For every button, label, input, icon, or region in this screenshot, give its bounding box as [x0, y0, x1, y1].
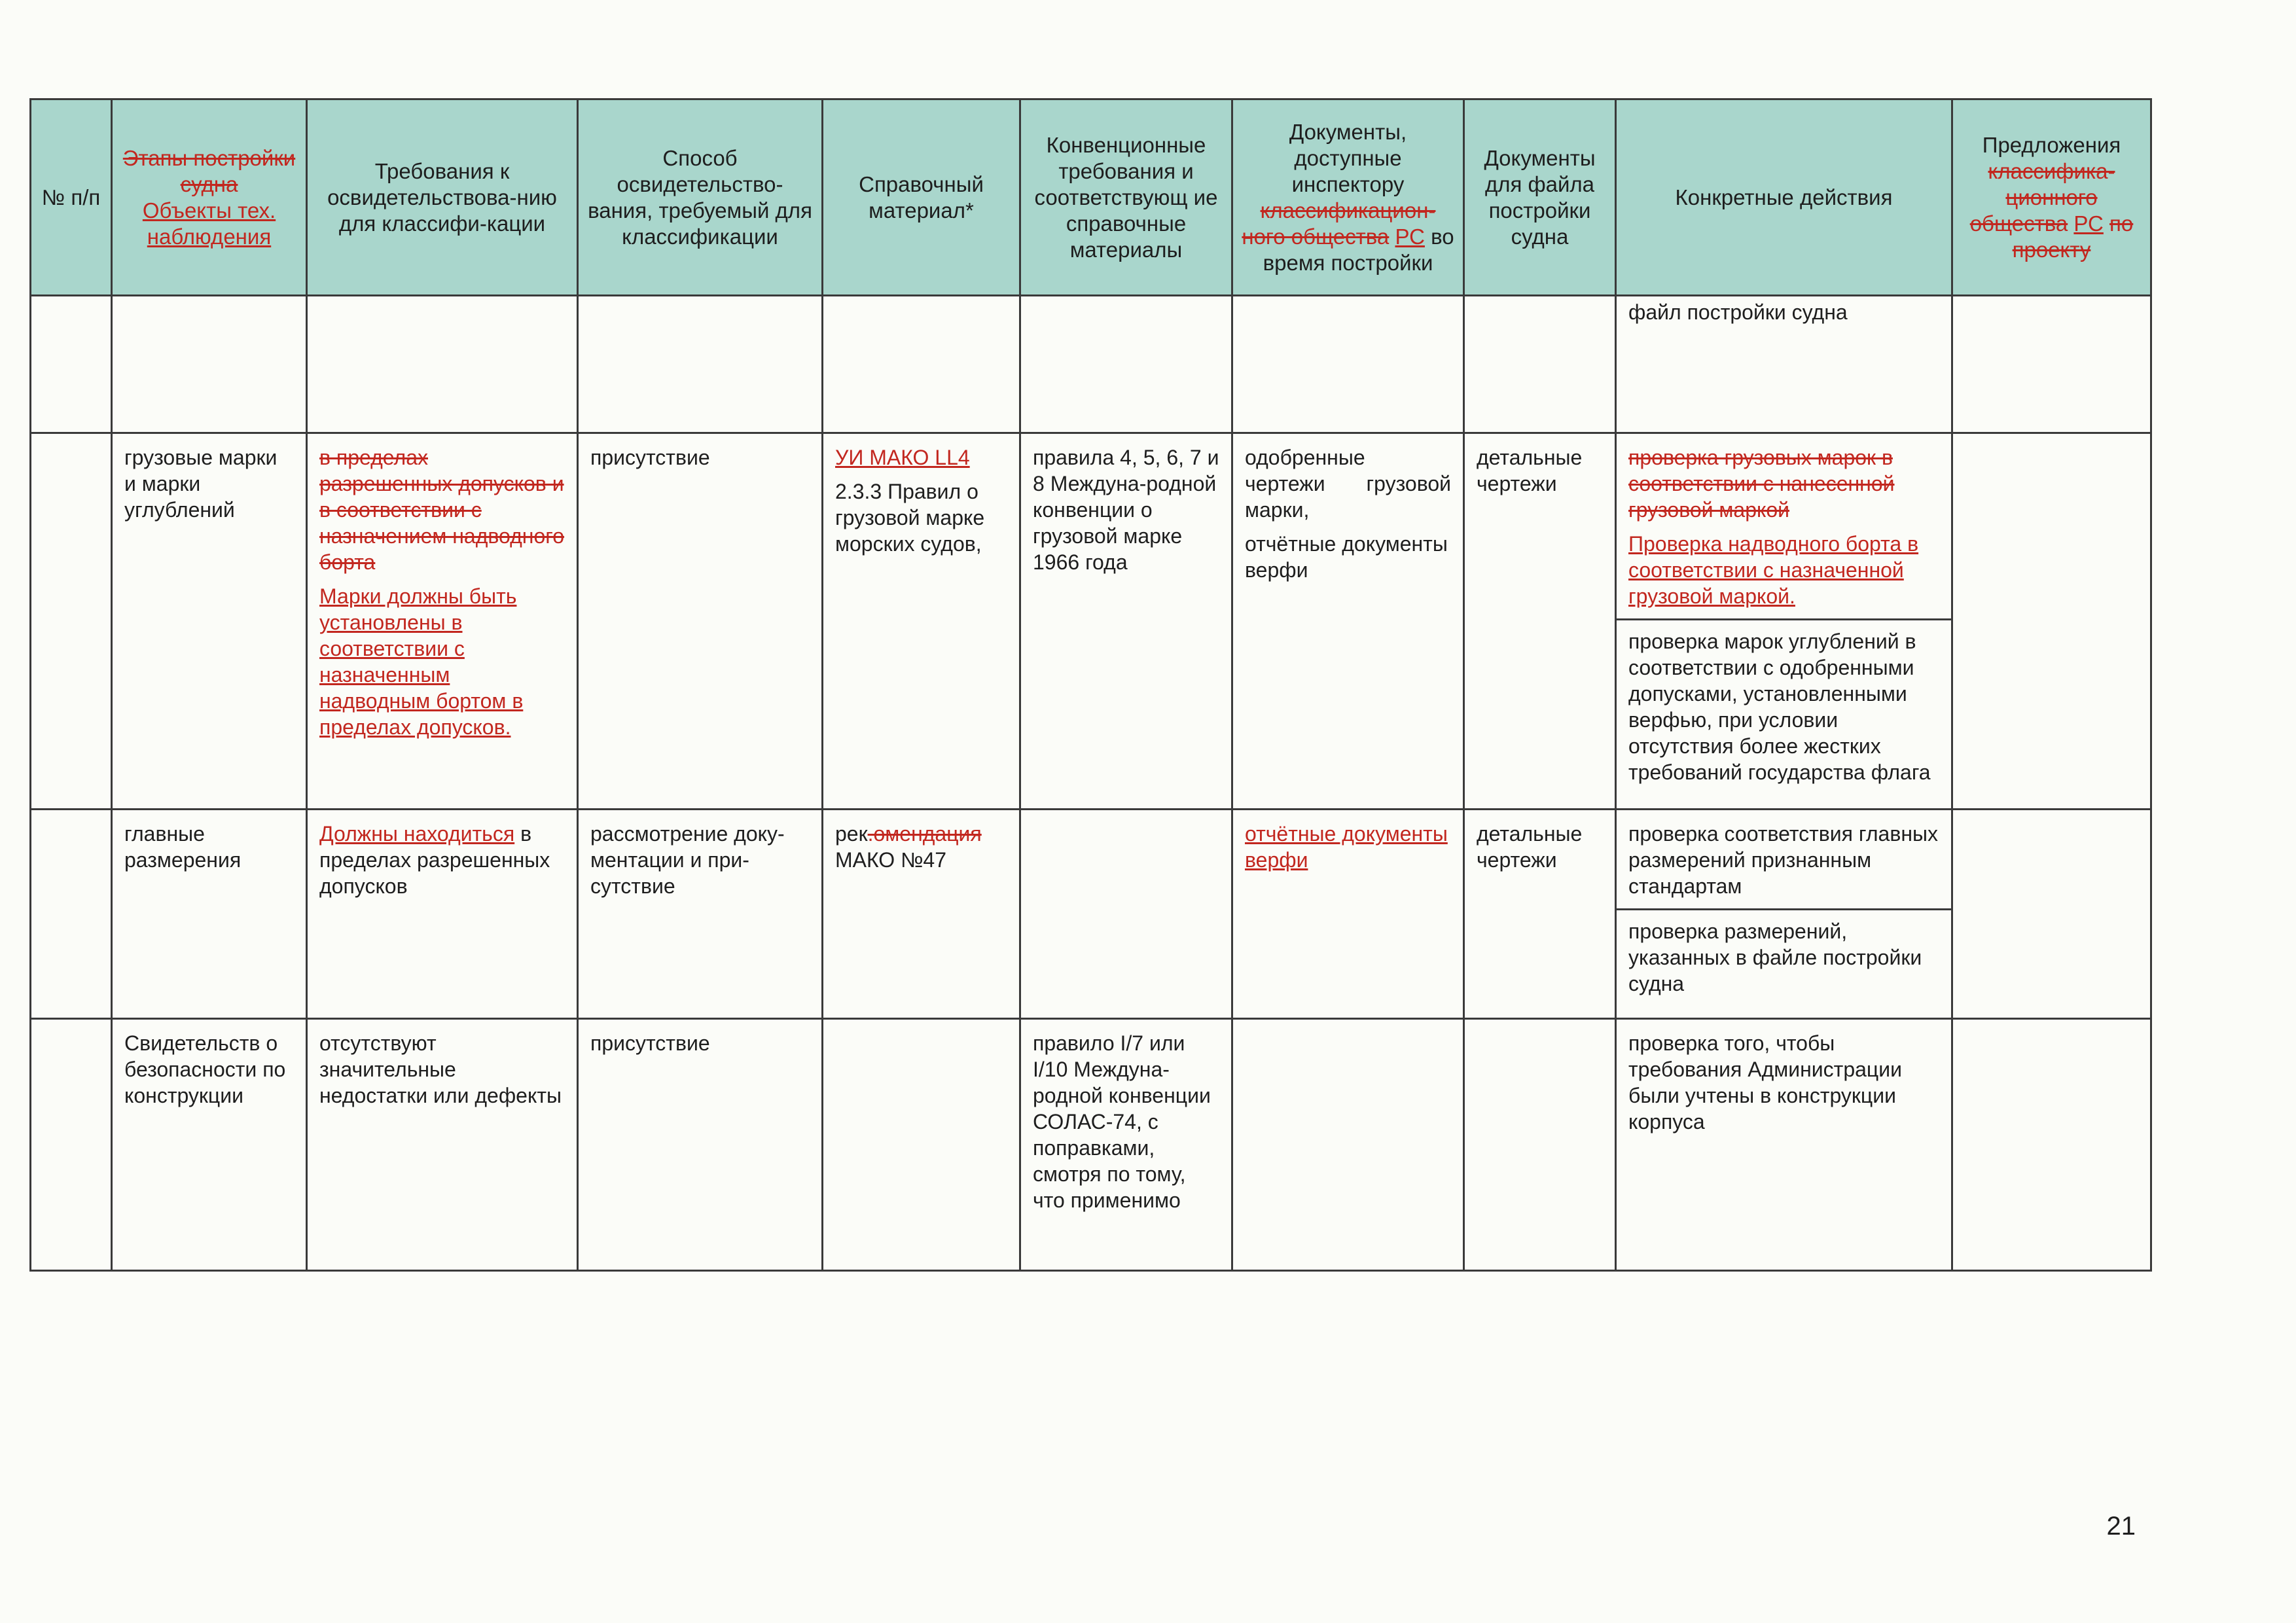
header-docs-a: Документы, доступные инспектору [1289, 119, 1407, 196]
header-objects [112, 99, 307, 296]
documents-text-a: одобренные чертежи грузовой марки, [1245, 446, 1451, 522]
header-requirements: Требования к освидетельствова-нию для классифи-кации [307, 99, 578, 296]
header-method: Способ освидетельство-вания, требуемый для классификации [578, 99, 823, 296]
header-stages-struck: Этапы постройки судна [122, 145, 296, 196]
header-proposals-struck1: классифика-ционного общества [1969, 158, 2115, 236]
actions-cell: проверка того, чтобы требования Администрации были учтены в конструкции корпуса [1616, 1019, 1952, 1271]
action-text: проверка соответствия главных размерений признанным стандартам [1628, 822, 1938, 898]
action-subcell: проверка марок углублений в соответствии с одобренными допусками, установленными верфью, при условии отсутствия более жестких требований государства флага [1617, 618, 1951, 785]
object-cell: Свидетельств о безопасности по конструкции [112, 1019, 307, 1271]
requirements-new-text: Марки должны быть установлены в соответствии с назначенным надводным бортом в пределах допусков. [319, 584, 524, 739]
header-proposals-rs: РС [2073, 211, 2104, 236]
requirements-cell: отсутствуют значительные недостатки или дефекты [307, 1019, 578, 1271]
table-row [31, 810, 2151, 1019]
build-file-cell: детальные чертежи [1464, 433, 1616, 810]
page-number: 21 [2106, 1512, 2136, 1541]
table-row [31, 433, 2151, 810]
header-docs-b: во время постройки [1263, 224, 1454, 275]
requirements-cell [307, 433, 578, 810]
reference-cell [823, 810, 1020, 1019]
object-cell: грузовые марки и марки углублений [112, 433, 307, 810]
header-row [31, 99, 2151, 296]
actions-cell [1616, 433, 1952, 810]
header-convention: Конвенционные требования и соответствующ ие справочные материалы [1020, 99, 1232, 296]
requirements-cell [307, 810, 578, 1019]
table-row [31, 296, 2151, 433]
method-cell: рассмотрение доку-ментации и при-сутствие [578, 810, 823, 1019]
requirements-struck-text: в пределах разрешенных допусков и в соответствии с назначением надводного борта [319, 446, 565, 574]
header-docs-struck: классификацион-ного общества [1242, 198, 1436, 249]
method-cell: присутствие [578, 433, 823, 810]
header-proposals-struck2: по проекту [2012, 211, 2134, 262]
reference-text-b: МАКО №47 [835, 848, 946, 872]
header-proposals-a: Предложения [1982, 132, 2121, 157]
actions-cell [1616, 810, 1952, 1019]
reference-struck-text: .омендация [867, 822, 982, 846]
header-actions: Конкретные действия [1616, 99, 1952, 296]
reference-text: 2.3.3 Правил о грузовой марке морских судов, [835, 480, 985, 556]
reference-link: УИ МАКО LL4 [835, 446, 970, 469]
reference-text-a: рек [835, 822, 868, 846]
header-objects-new: Объекты тех. наблюдения [142, 198, 276, 249]
header-docs-rs: РС [1395, 224, 1425, 249]
survey-table [29, 98, 2152, 1272]
convention-cell: правила 4, 5, 6, 7 и 8 Междуна-родной конвенции о грузовой марке 1966 года [1020, 433, 1232, 810]
object-cell: главные размерения [112, 810, 307, 1019]
action-struck-text: проверка грузовых марок в соответствии с нанесенной грузовой маркой [1628, 446, 1895, 522]
requirements-text: в пределах разрешенных допусков [319, 822, 550, 898]
actions-cell: файл постройки судна [1628, 300, 1848, 324]
convention-cell: правило I/7 или I/10 Междуна-родной конвенции СОЛАС-74, с поправками, смотря по тому, что применимо [1020, 1019, 1232, 1271]
header-number: № п/п [31, 99, 112, 296]
documents-cell: отчётные документы верфи [1232, 810, 1464, 1019]
header-reference: Справочный материал* [823, 99, 1020, 296]
header-documents [1232, 99, 1464, 296]
reference-cell [823, 433, 1020, 810]
requirements-new-text: Должны находиться [319, 822, 515, 846]
action-new-text: Проверка надводного борта в соответствии с назначенной грузовой маркой. [1628, 532, 1919, 608]
table-row [31, 1019, 2151, 1271]
documents-cell [1232, 433, 1464, 810]
documents-text-b: отчётные документы верфи [1245, 532, 1448, 582]
action-subcell: проверка размерений, указанных в файле постройки судна [1617, 908, 1951, 997]
build-file-cell: детальные чертежи [1464, 810, 1616, 1019]
header-build-file: Документы для файла постройки судна [1464, 99, 1616, 296]
method-cell: присутствие [578, 1019, 823, 1271]
header-proposals [1952, 99, 2151, 296]
